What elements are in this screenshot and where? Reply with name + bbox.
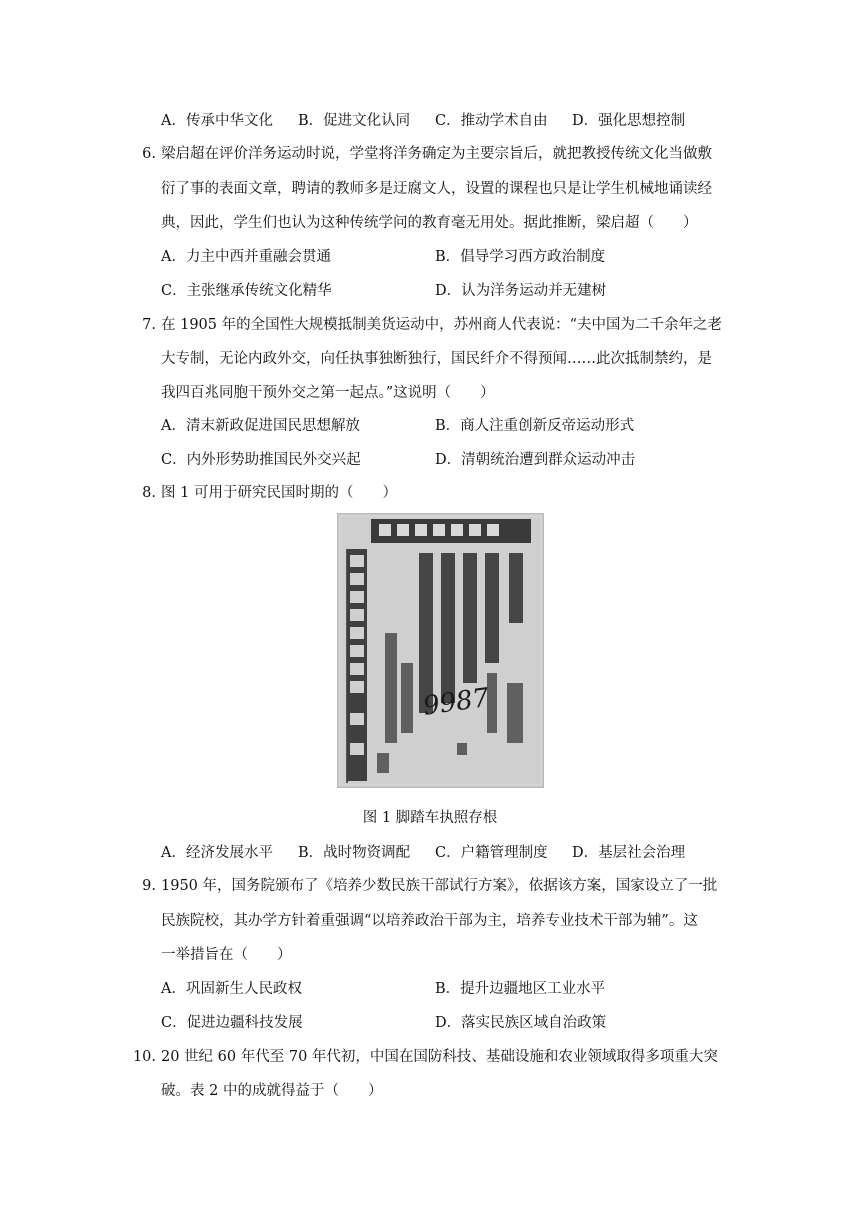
question-number: 7. (142, 317, 156, 333)
q7-option-a[interactable]: A．清末新政促进国民思想解放 (161, 418, 360, 434)
q8-option-a[interactable]: A．经济发展水平 (161, 845, 273, 861)
q5-option-c[interactable]: C．推动学术自由 (435, 113, 548, 129)
q5-option-b[interactable]: B．促进文化认同 (298, 113, 411, 129)
question-stem-line: 20 世纪 60 年代至 70 年代初，中国在国防科技、基础设施和农业领域取得多项重大突 (161, 1049, 718, 1065)
q7-option-c[interactable]: C．内外形势助推国民外交兴起 (161, 452, 361, 468)
q9-option-d[interactable]: D．落实民族区域自治政策 (435, 1015, 607, 1031)
figure-caption: 图 1 脚踏车执照存根 (362, 810, 498, 826)
handwritten-number: 9987 (421, 682, 492, 722)
q6-option-a[interactable]: A．力主中西并重融会贯通 (161, 249, 331, 265)
question-stem-line: 图 1 可用于研究民国时期的（ ） (161, 485, 397, 501)
question-stem-line: 大专制，无论内政外交，向任执事独断独行，国民纤介不得预闻……此次抵制禁约，是 (161, 351, 712, 367)
question-stem-line: 1950 年，国务院颁布了《培养少数民族干部试行方案》，依据该方案，国家设立了一批 (161, 878, 718, 894)
question-stem-line: 破。表 2 中的成就得益于（ ） (161, 1083, 383, 1099)
question-stem-line: 一举措旨在（ ） (161, 947, 292, 963)
q8-option-b[interactable]: B．战时物资调配 (298, 845, 411, 861)
q7-option-d[interactable]: D．清朝统治遭到群众运动冲击 (435, 452, 636, 468)
question-number: 8. (142, 485, 156, 501)
question-stem-line: 典，因此，学生们也认为这种传统学问的教育毫无用处。据此推断，梁启超（ ） (161, 215, 698, 231)
question-number: 6. (142, 146, 156, 162)
scanned-document-graphic (337, 513, 544, 788)
question-stem-line: 衍了事的表面文章，聘请的教师多是迂腐文人，设置的课程也只是让学生机械地诵读经 (161, 181, 712, 197)
q6-option-c[interactable]: C．主张继承传统文化精华 (161, 283, 332, 299)
question-stem-line: 民族院校，其办学方针着重强调“以培养政治干部为主，培养专业技术干部为辅”。这 (161, 913, 698, 929)
q5-option-d[interactable]: D．强化思想控制 (572, 113, 686, 129)
question-stem-line: 梁启超在评价洋务运动时说，学堂将洋务确定为主要宗旨后，就把教授传统文化当做敷 (161, 146, 712, 162)
q6-option-d[interactable]: D．认为洋务运动并无建树 (435, 283, 607, 299)
q8-option-d[interactable]: D．基层社会治理 (572, 845, 686, 861)
q9-option-a[interactable]: A．巩固新生人民政权 (161, 981, 302, 997)
question-number: 10. (132, 1049, 156, 1065)
q9-option-c[interactable]: C．促进边疆科技发展 (161, 1015, 303, 1031)
q7-option-b[interactable]: B．商人注重创新反帝运动形式 (435, 418, 635, 434)
q9-option-b[interactable]: B．提升边疆地区工业水平 (435, 981, 606, 997)
bicycle-license-stub-image (337, 513, 544, 788)
question-stem-line: 我四百兆同胞干预外交之第一起点。”这说明（ ） (161, 385, 495, 401)
question-stem-line: 在 1905 年的全国性大规模抵制美货运动中，苏州商人代表说：“夫中国为二千余年之老 (161, 317, 723, 333)
q5-option-a[interactable]: A．传承中华文化 (161, 113, 273, 129)
q8-option-c[interactable]: C．户籍管理制度 (435, 845, 548, 861)
q6-option-b[interactable]: B．倡导学习西方政治制度 (435, 249, 606, 265)
question-number: 9. (142, 878, 156, 894)
